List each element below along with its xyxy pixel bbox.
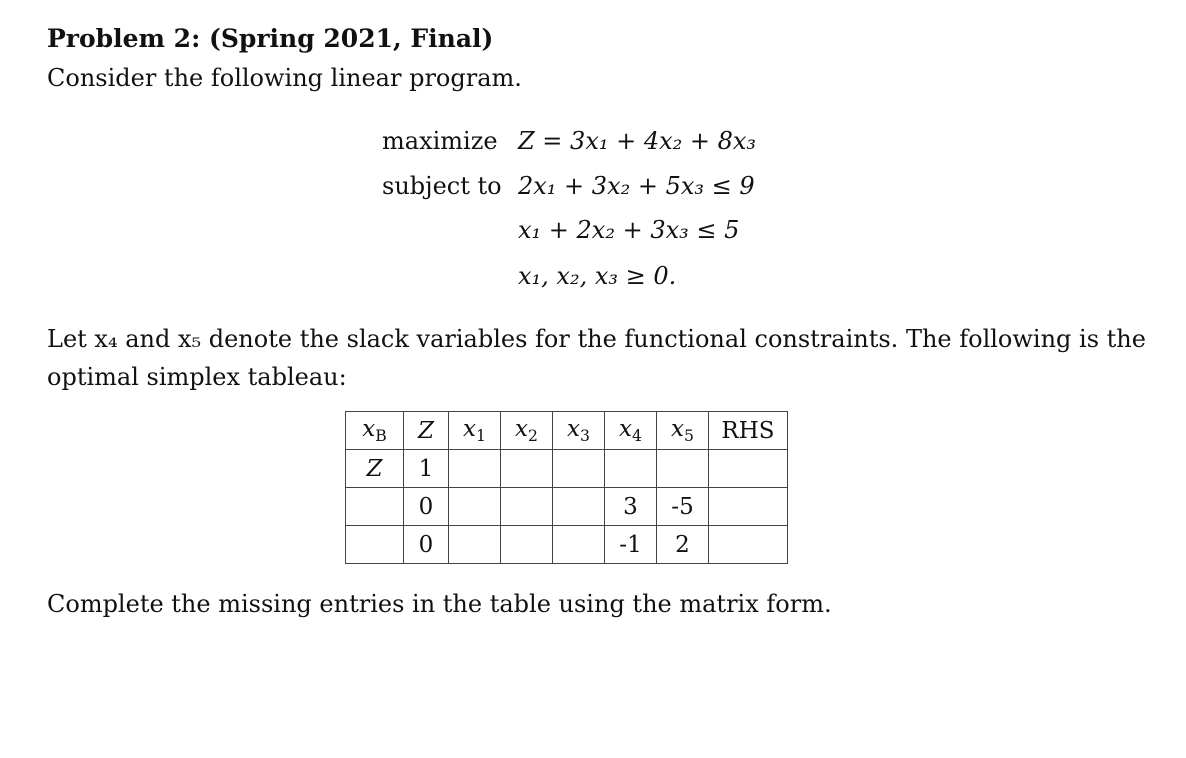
cell xyxy=(501,450,553,488)
table-row xyxy=(346,488,788,526)
cell xyxy=(657,450,709,488)
cell: -1 xyxy=(605,526,657,564)
cell xyxy=(501,526,553,564)
cell xyxy=(346,488,404,526)
slack-paragraph: Let x₄ and x₅ denote the slack variables for the functional constraints. The following is the optimal simplex tableau: xyxy=(47,325,1146,391)
cell: Z xyxy=(346,450,404,488)
cell xyxy=(449,450,501,488)
header-x1: $x_1$ xyxy=(449,412,501,450)
closing-instruction: Complete the missing entries in the table using the matrix form. xyxy=(47,590,832,618)
constraints-label: subject to xyxy=(382,172,502,200)
cell: -5 xyxy=(657,488,709,526)
cell: 0 xyxy=(404,488,449,526)
cell xyxy=(709,450,788,488)
cell xyxy=(553,450,605,488)
cell xyxy=(553,526,605,564)
simplex-tableau xyxy=(345,411,788,564)
constraint-2: x₁ + 2x₂ + 3x₃ ≤ 5 xyxy=(518,216,740,244)
constraint-1: 2x₁ + 3x₂ + 5x₃ ≤ 9 xyxy=(518,172,755,200)
header-xb: $x_B$ xyxy=(346,412,404,450)
header-z: Z xyxy=(404,412,449,450)
cell xyxy=(709,488,788,526)
cell xyxy=(709,526,788,564)
cell xyxy=(449,488,501,526)
cell xyxy=(501,488,553,526)
header-x4: $x_4$ xyxy=(605,412,657,450)
cell: 3 xyxy=(605,488,657,526)
header-rhs: RHS xyxy=(709,412,788,450)
header-x2: $x_2$ xyxy=(501,412,553,450)
objective-label: maximize xyxy=(382,127,498,155)
header-x5: $x_5$ xyxy=(657,412,709,450)
problem-title: Problem 2: (Spring 2021, Final) xyxy=(47,24,494,53)
cell: 2 xyxy=(657,526,709,564)
objective-expression: Z = 3x₁ + 4x₂ + 8x₃ xyxy=(518,127,757,155)
cell xyxy=(449,526,501,564)
problem-intro: Consider the following linear program. xyxy=(47,64,522,92)
header-x3: $x_3$ xyxy=(553,412,605,450)
cell: 0 xyxy=(404,526,449,564)
table-row xyxy=(346,450,788,488)
cell xyxy=(553,488,605,526)
nonnegativity-constraint: x₁, x₂, x₃ ≥ 0. xyxy=(518,262,677,290)
tableau-header-row xyxy=(346,412,788,450)
cell: 1 xyxy=(404,450,449,488)
table-row xyxy=(346,526,788,564)
cell xyxy=(605,450,657,488)
cell xyxy=(346,526,404,564)
